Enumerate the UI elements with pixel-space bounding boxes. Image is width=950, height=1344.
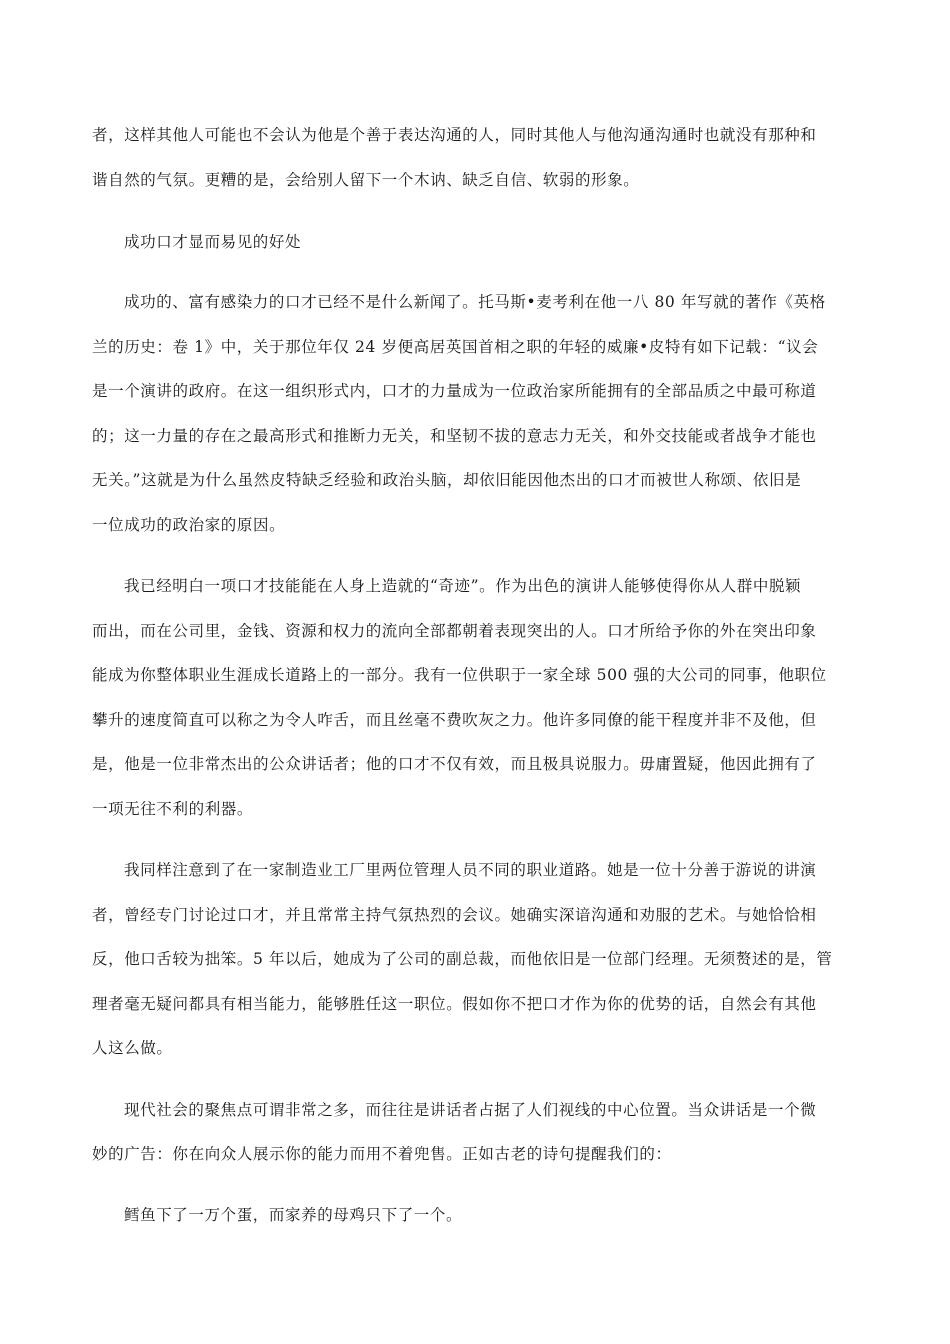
text-line: 能成为你整体职业生涯成长道路上的一部分。我有一位供职于一家全球 500 强的大公司的同事，他职位	[92, 666, 827, 684]
text-line: 谐自然的气氛。更糟的是，会给别人留下一个木讷、缺乏自信、软弱的形象。	[92, 171, 640, 189]
text-line: 妙的广告：你在向众人展示你的能力而用不着兜售。正如古老的诗句提醒我们的：	[92, 1145, 672, 1163]
text-line: 的；这一力量的存在之最高形式和推断力无关，和坚韧不拔的意志力无关，和外交技能或者战争才能也	[92, 427, 817, 445]
text-line: 鳕鱼下了一万个蛋，而家养的母鸡只下了一个。	[124, 1206, 463, 1224]
text-line: 成功的、富有感染力的口才已经不是什么新闻了。托马斯•麦考利在他一八 80 年写就的著作《英格	[124, 293, 826, 311]
text-line: 是，他是一位非常杰出的公众讲话者；他的口才不仅有效，而且极具说服力。毋庸置疑，他因此拥有了	[92, 755, 817, 773]
text-line: 无关。”这就是为什么虽然皮特缺乏经验和政治头脑，却依旧能因他杰出的口才而被世人称颂、依旧是	[92, 471, 802, 489]
text-line: 一位成功的政治家的原因。	[92, 516, 286, 534]
text-line: 我同样注意到了在一家制造业工厂里两位管理人员不同的职业道路。她是一位十分善于游说的讲演	[124, 861, 817, 879]
text-line: 理者毫无疑问都具有相当能力，能够胜任这一职位。假如你不把口才作为你的优势的话，自然会有其他	[92, 995, 817, 1013]
text-line: 攀升的速度简直可以称之为令人咋舌，而且丝毫不费吹灰之力。他许多同僚的能干程度并非不及他，但	[92, 711, 817, 729]
text-line: 反，他口舌较为拙笨。5 年以后，她成为了公司的副总裁，而他依旧是一位部门经理。无须赘述的是，管	[92, 950, 833, 968]
text-line: 人这么做。	[92, 1039, 173, 1057]
text-line: 一项无往不利的利器。	[92, 800, 254, 818]
text-line: 者，这样其他人可能也不会认为他是个善于表达沟通的人，同时其他人与他沟通沟通时也就没有那种和	[92, 126, 817, 144]
text-line: 现代社会的聚焦点可谓非常之多，而往往是讲话者占据了人们视线的中心位置。当众讲话是一个微	[124, 1101, 817, 1119]
text-line: 者，曾经专门讨论过口才，并且常常主持气氛热烈的会议。她确实深谙沟通和劝服的艺术。与她恰恰相	[92, 906, 817, 924]
text-line: 是一个演讲的政府。在这一组织形式内，口才的力量成为一位政治家所能拥有的全部品质之中最可称道	[92, 382, 817, 400]
section-heading: 成功口才显而易见的好处	[124, 233, 302, 251]
text-line: 兰的历史：卷 1》中，关于那位年仅 24 岁便高居英国首相之职的年轻的威廉•皮特有如下记载：“议会	[92, 338, 819, 356]
text-line: 而出，而在公司里，金钱、资源和权力的流向全部都朝着表现突出的人。口才所给予你的外在突出印象	[92, 622, 817, 640]
text-line: 我已经明白一项口才技能能在人身上造就的“奇迹”。作为出色的演讲人能够使得你从人群中脱颖	[124, 577, 802, 595]
